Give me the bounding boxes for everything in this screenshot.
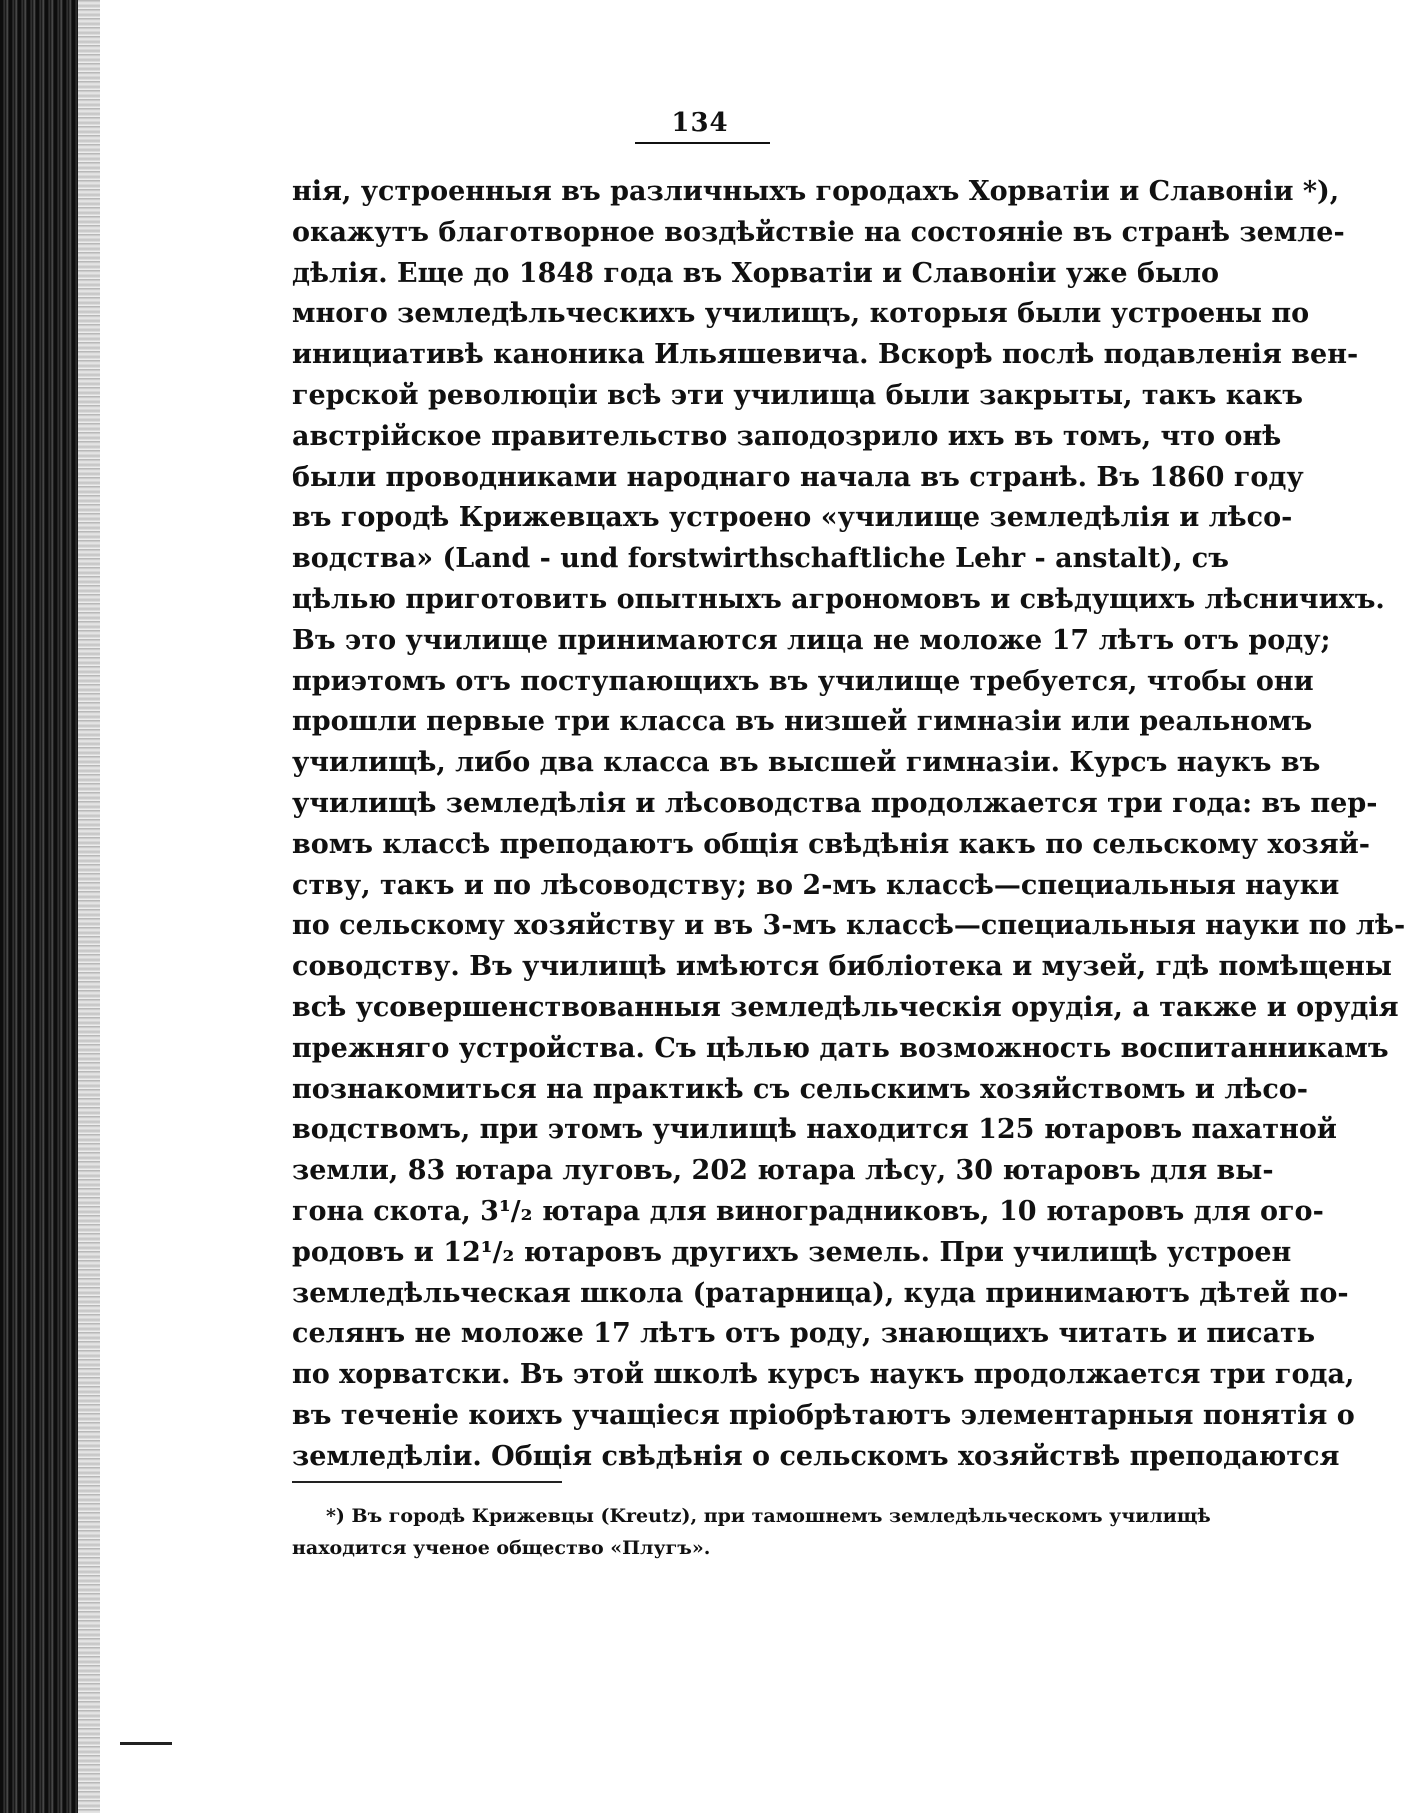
footnote (292, 1500, 1211, 1564)
footnote-line: находится ученое общество «Плугъ». (292, 1537, 711, 1559)
text-line: Въ это училище принимаются лица не моложе 17 лѣтъ отъ роду; (292, 624, 1331, 656)
text-line: по сельскому хозяйству и въ 3-мъ классѣ—специальныя науки по лѣ- (292, 910, 1405, 942)
text-line: водствомъ, при этомъ училищѣ находится 125 ютаровъ пахатной (292, 1114, 1337, 1146)
text-line: окажутъ благотворное воздѣйствіе на состояніе въ странѣ земле- (292, 216, 1345, 248)
text-line: училищѣ земледѣлія и лѣсоводства продолжается три года: въ пер- (292, 787, 1378, 819)
text-line: прошли первые три класса въ низшей гимназіи или реальномъ (292, 706, 1313, 738)
scan-margin-mark (120, 1742, 172, 1745)
text-line: водства» (Land - und forstwirthschaftliche Lehr - anstalt), съ (292, 543, 1229, 575)
body-text (292, 172, 1405, 1478)
page-number: 134 (671, 108, 729, 138)
text-line: всѣ усовершенствованныя земледѣльческія орудія, а также и орудія (292, 991, 1399, 1023)
scan-binding-edge (0, 0, 78, 1813)
text-line: родовъ и 12¹/₂ ютаровъ другихъ земель. При училищѣ устроен (292, 1236, 1292, 1268)
text-line: дѣлія. Еще до 1848 года въ Хорватіи и Славоніи уже было (292, 257, 1220, 289)
text-line: земледѣльческая школа (ратарница), куда принимаютъ дѣтей по- (292, 1277, 1349, 1309)
text-line: прежняго устройства. Съ цѣлью дать возможность воспитанникамъ (292, 1032, 1389, 1064)
text-line: нія, устроенныя въ различныхъ городахъ Хорватіи и Славоніи *), (292, 176, 1340, 207)
text-line: соводству. Въ училищѣ имѣются библіотека и музей, гдѣ помѣщены (292, 951, 1392, 983)
text-line: инициативѣ каноника Ильяшевича. Вскорѣ послѣ подавленія вен- (292, 339, 1359, 371)
text-line: много земледѣльческихъ училищъ, которыя были устроены по (292, 298, 1310, 330)
text-line: австрійское правительство заподозрило ихъ въ томъ, что онѣ (292, 420, 1282, 452)
text-line: вомъ классѣ преподаютъ общія свѣдѣнія какъ по сельскому хозяй- (292, 828, 1370, 860)
text-line: училищѣ, либо два класса въ высшей гимназіи. Курсъ наукъ въ (292, 747, 1321, 779)
text-line: въ городѣ Крижевцахъ устроено «училище земледѣлія и лѣсо- (292, 502, 1293, 534)
text-line: познакомиться на практикѣ съ сельскимъ хозяйствомъ и лѣсо- (292, 1073, 1308, 1105)
text-line: въ теченіе коихъ учащіеся пріобрѣтаютъ элементарныя понятія о (292, 1399, 1355, 1431)
text-line: ству, такъ и по лѣсоводству; во 2-мъ классѣ—специальныя науки (292, 869, 1340, 901)
text-line: селянъ не моложе 17 лѣтъ отъ роду, знающихъ читать и писать (292, 1318, 1316, 1350)
text-line: по хорватски. Въ этой школѣ курсъ наукъ продолжается три года, (292, 1359, 1355, 1391)
text-line: земли, 83 ютара луговъ, 202 ютара лѣсу, 30 ютаровъ для вы- (292, 1155, 1274, 1187)
text-line: приэтомъ отъ поступающихъ въ училище требуется, чтобы они (292, 665, 1314, 697)
text-line: земледѣліи. Общія свѣдѣнія о сельскомъ хозяйствѣ преподаются (292, 1440, 1340, 1472)
page-number-rule (635, 142, 770, 144)
text-line: герской революціи всѣ эти училища были закрыты, такъ какъ (292, 379, 1303, 411)
text-line: цѣлью приготовить опытныхъ агрономовъ и свѣдущихъ лѣсничихъ. (292, 583, 1385, 615)
footnote-rule (292, 1481, 562, 1483)
text-line: гона скота, 3¹/₂ ютара для виноградниковъ, 10 ютаровъ для ого- (292, 1195, 1324, 1227)
footnote-line: *) Въ городѣ Крижевцы (Kreutz), при тамошнемъ земледѣльческомъ училищѣ (326, 1505, 1211, 1527)
text-line: были проводниками народнаго начала въ странѣ. Въ 1860 году (292, 461, 1304, 493)
scan-binding-shadow (78, 0, 100, 1813)
